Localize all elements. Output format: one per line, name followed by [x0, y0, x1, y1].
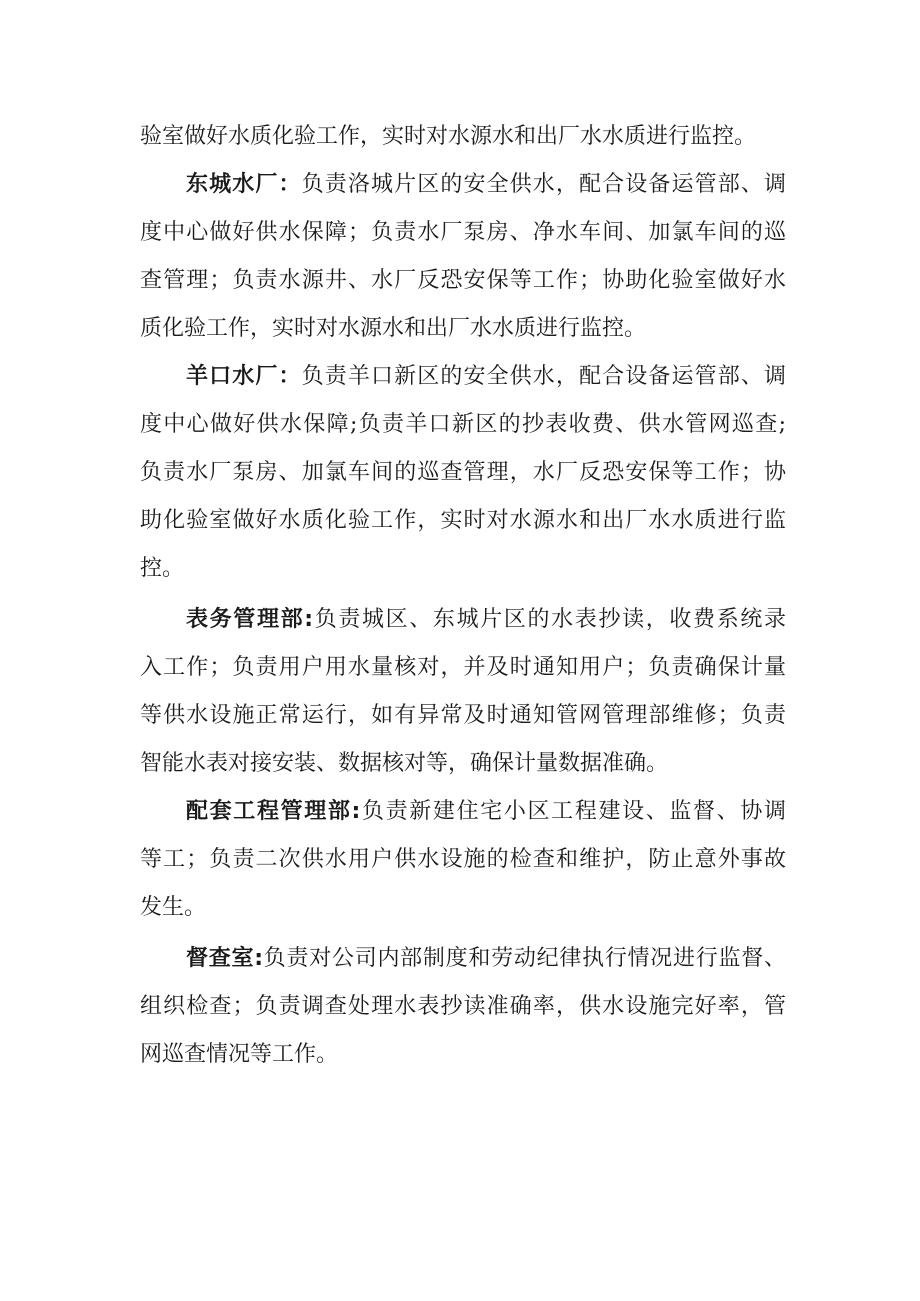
- paragraph-line: [140, 696, 786, 736]
- paragraph-line: [140, 1035, 786, 1075]
- paragraph-line: [140, 648, 786, 688]
- section-heading: 配套工程管理部:: [186, 799, 361, 824]
- paragraph-text: 查管理；负责水源井、水厂反恐安保等工作；协助化验室做好水: [140, 268, 786, 293]
- paragraph-text: 负责洛城片区的安全供水，配合设备运管部、调: [301, 172, 786, 197]
- paragraph-line: [140, 840, 786, 880]
- paragraph-text: 负责城区、东城片区的水表抄读，收费系统录: [313, 607, 786, 632]
- section-heading: 表务管理部:: [186, 607, 314, 632]
- paragraph-line: [140, 405, 786, 445]
- paragraph-line: [186, 600, 786, 640]
- section-heading: 羊口水厂：: [186, 364, 302, 389]
- paragraph-text: 助化验室做好水质化验工作，实时对水源水和出厂水水质进行监: [140, 508, 786, 533]
- paragraph-text: 网巡查情况等工作。: [140, 1042, 339, 1067]
- paragraph-text: 度中心做好供水保障；负责水厂泵房、净水车间、加氯车间的巡: [140, 220, 786, 245]
- section-heading: 东城水厂：: [186, 172, 302, 197]
- paragraph-text: 组织检查；负责调查处理水表抄读准确率，供水设施完好率，管: [140, 994, 786, 1019]
- continuation-text: 验室做好水质化验工作，实时对水源水和出厂水水质进行监控。: [140, 124, 757, 149]
- paragraph-line: [186, 792, 786, 832]
- paragraph-line: [140, 549, 786, 589]
- paragraph-text: 入工作；负责用户用水量核对，并及时通知用户；负责确保计量: [140, 655, 786, 680]
- paragraph-text: 负责对公司内部制度和劳动纪律执行情况进行监督、: [263, 946, 786, 971]
- paragraph-text: 质化验工作，实时对水源水和出厂水水质进行监控。: [140, 316, 647, 341]
- paragraph-text: 等供水设施正常运行，如有异常及时通知管网管理部维修；负责: [140, 703, 786, 728]
- continuation-line: [140, 117, 786, 157]
- paragraph-line: [186, 165, 786, 205]
- paragraph-text: 发生。: [140, 895, 207, 920]
- paragraph-line: [140, 744, 786, 784]
- paragraph-line: [140, 261, 786, 301]
- paragraph-line: [140, 213, 786, 253]
- paragraph-text: 智能水表对接安装、数据核对等，确保计量数据准确。: [140, 751, 669, 776]
- paragraph-line: [140, 309, 786, 349]
- paragraph-line: [140, 987, 786, 1027]
- paragraph-text: 度中心做好供水保障;负责羊口新区的抄表收费、供水管网巡查;: [140, 412, 786, 437]
- paragraph-line: [140, 501, 786, 541]
- paragraph-line: [140, 453, 786, 493]
- paragraph-text: 负责水厂泵房、加氯车间的巡查管理，水厂反恐安保等工作；协: [140, 460, 786, 485]
- paragraph-text: 负责羊口新区的安全供水，配合设备运管部、调: [301, 364, 786, 389]
- section-heading: 督查室:: [186, 946, 264, 971]
- paragraph-line: [186, 357, 786, 397]
- paragraph-text: 负责新建住宅小区工程建设、监督、协调: [360, 799, 786, 824]
- paragraph-text: 等工；负责二次供水用户供水设施的检查和维护，防止意外事故: [140, 847, 786, 872]
- paragraph-line: [186, 939, 786, 979]
- paragraph-text: 控。: [140, 556, 185, 581]
- paragraph-line: [140, 888, 786, 928]
